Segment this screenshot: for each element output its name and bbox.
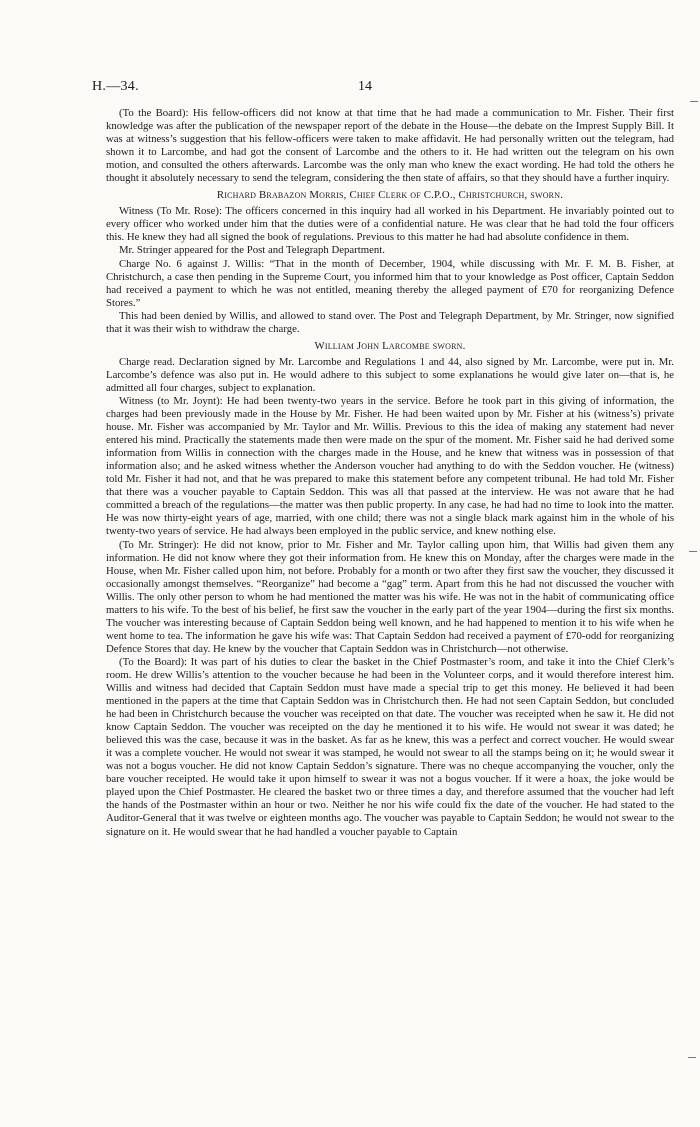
document-reference: H.—34. [92, 79, 139, 94]
margin-mark [688, 1057, 696, 1058]
paragraph: (To the Board): His fellow-officers did not know at that time that he had made a communication to Mr. Fisher. Their first knowledge was after the publication of the newspaper report of the debate in the House—the debate on the Imprest Supply Bill. It was at witness’s suggestion that his fellow-officers were taken to make affidavit. He had personally written out the telegram, had shown it to Larcombe, and had got the consent of Larcombe and the others to it. He had written out the telegram on his own motion, and consulted the others afterwards. Larcombe was the only man who knew the exact wording. He had told the others he thought it absolutely necessary to send the telegram, considering the then state of affairs, so that they should have a further inquiry. [106, 107, 674, 185]
paragraph: Charge read. Declaration signed by Mr. Larcombe and Regulations 1 and 44, also signed by Mr. Larcombe, were put in. Mr. Larcombe’s defence was also put in. He would adhere to this subject to some explanations he would give later on—that is, he admitted all four charges, subject to explanation. [106, 355, 674, 394]
paragraph: (To Mr. Stringer): He did not know, prior to Mr. Fisher and Mr. Taylor calling upon him, that Willis had given them any information. He did not know where they got their information from. He knew this on Monday, after the charges were made in the House, when Mr. Fisher called upon him, not before. Probably for a month or two after they first saw the voucher, they discussed it occasionally amongst themselves. “Reorganize” had become a “gag” term. Apart from this he had not discussed the voucher with Willis. The only other person to whom he had mentioned the matter was his wife. He was not in the habit of communicating office matters to his wife. To the best of his belief, he first saw the voucher in the early part of the year 1904—during the first six months. The voucher was interesting because of Captain Seddon being well known, and he had happened to mention it to his wife when he went home to tea. The information he gave his wife was: That Captain Seddon had received a payment of £70-odd for reorganizing Defence Stores that day. He knew by the voucher that Captain Seddon was in Christchurch—not otherwise. [106, 538, 674, 655]
margin-mark [690, 101, 698, 102]
witness-heading: William John Larcombe sworn. [314, 339, 466, 352]
paragraph: Witness (to Mr. Joynt): He had been twenty-two years in the service. Before he took part in this giving of information, the charges had been previously made in the House by Mr. Fisher. He had been waited upon by Mr. Fisher at his (witness’s) private house. Mr. Fisher was accompanied by Mr. Taylor and Mr. Willis. Previous to this the idea of making any statement had never entered his mind. Practically the statements made then were made on the spur of the moment. Mr. Fisher said he had derived some information from Willis in connection with the charges made in the House, and he knew that witness was in possession of that information also; and he asked witness whether the Anderson voucher had anything to do with the Seddon voucher. He (witness) told Mr. Fisher it had not, and that he was prepared to make this statement before any competent tribunal. He had told Mr. Fisher that there was a voucher payable to Captain Seddon. This was all that passed at the interview. He was not aware that he had committed a breach of the regulations—the matter was then public property. In any case, he had had no time to look into the matter. He was now thirty-eight years of age, married, with one child; there was not a single black mark against him in the whole of his twenty-two years of service. He had always been employed in the public service, and knew nothing else. [106, 394, 674, 538]
paragraph: This had been denied by Willis, and allowed to stand over. The Post and Telegraph Department, by Mr. Stringer, now signified that it was their wish to withdraw the charge. [106, 309, 674, 335]
page-header [92, 79, 608, 95]
paragraph: Witness (To Mr. Rose): The officers concerned in this inquiry had all worked in his Department. He invariably pointed out to every officer who worked under him that the duties were of a confidential nature. He was clear that he had told the four officers this. He knew they had all signed the book of regulations. Previous to this matter he had had absolute confidence in them. [106, 205, 674, 244]
document-body [106, 107, 674, 839]
paragraph: (To the Board): It was part of his duties to clear the basket in the Chief Postmaster’s room, and take it into the Chief Clerk’s room. He drew Willis’s attention to the voucher because he had been in the Volunteer corps, and it would therefore interest him. Willis and witness had decided that Captain Seddon must have made a special trip to get this money. He believed it had been mentioned in the papers at the time that Captain Seddon was in Christchurch then. He had not seen Captain Seddon, but concluded he had been in Christchurch because the voucher was receipted on that date. The voucher was receipted when he saw it. He did not know Captain Seddon. The voucher was receipted on the day he mentioned it to his wife. He would not swear it was dated; he believed this was the case, because it was in the basket. As far as he knew, this was a perfect and correct voucher. He would swear it was a complete voucher. He would not swear it was stamped, he would not swear to all the stamps being on it; he would swear it was not a bogus voucher. He did not know Captain Seddon’s signature. There was no cheque accompanying the voucher, only the bare voucher receipted. He would take it upon himself to swear it was not a bogus voucher. If it were a hoax, the joke would be played upon the Chief Postmaster. He cleared the basket two or three times a day, and therefore assumed that the voucher had left the hands of the Postmaster within an hour or two. Neither he nor his wife could fix the date of the voucher. He had stated to the Auditor-General that it was twelve or eighteen months ago. The voucher was payable to Captain Seddon; he would not swear to the signature on it. He would swear that he had handled a voucher payable to Captain [106, 655, 674, 838]
witness-heading: Richard Brabazon Morris, Chief Clerk of C.P.O., Christchurch, sworn. [216, 189, 564, 202]
page-number: 14 [358, 79, 372, 94]
paragraph: Mr. Stringer appeared for the Post and Telegraph Department. [119, 244, 385, 257]
paragraph: Charge No. 6 against J. Willis: “That in the month of December, 1904, while discussing with Mr. F. M. B. Fisher, at Christchurch, a case then pending in the Supreme Court, you informed him that to your knowledge as Post officer, Captain Seddon had received a payment to which he was not entitled, meaning thereby the alleged payment of £70 for reorganizing Defence Stores.” [106, 257, 674, 309]
margin-mark [689, 551, 697, 552]
